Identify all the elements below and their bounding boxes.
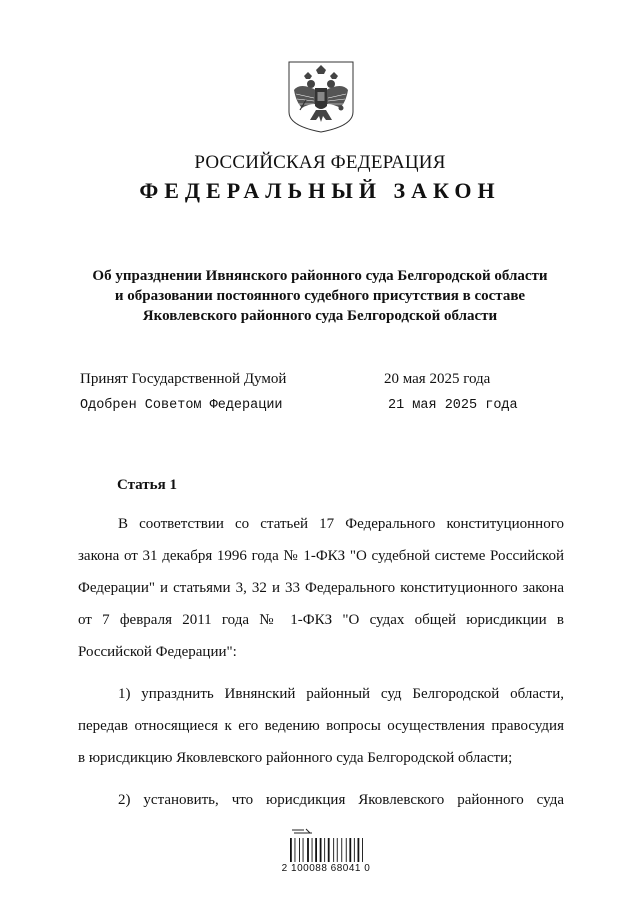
paragraph-line: 2) установить, что юрисдикция Яковлевского районного суда bbox=[118, 792, 564, 808]
barcode-bar bbox=[337, 838, 338, 862]
barcode-bar bbox=[349, 838, 351, 862]
law-title-line: и образовании постоянного судебного присутствия в составе bbox=[114, 288, 526, 304]
barcode-bar bbox=[295, 838, 296, 862]
barcode-bar bbox=[333, 838, 334, 862]
barcode-bar bbox=[362, 838, 363, 862]
country-heading: РОССИЙСКАЯ ФЕДЕРАЦИЯ bbox=[194, 152, 446, 173]
duma-adoption-date: 20 мая 2025 года bbox=[384, 371, 491, 387]
barcode-bar bbox=[358, 838, 360, 862]
barcode-bar bbox=[354, 838, 355, 862]
article-clause-1 bbox=[78, 678, 564, 774]
article-clause-2 bbox=[78, 784, 564, 816]
duma-adoption-label: Принят Государственной Думой bbox=[80, 371, 287, 387]
article-heading: Статья 1 bbox=[117, 477, 177, 493]
paragraph-line: В соответствии со статьей 17 Федерального конституционного bbox=[118, 516, 564, 532]
law-title-line: Об упразднении Ивнянского районного суда Белгородской области bbox=[92, 268, 548, 284]
paragraph-line: Российской Федерации": bbox=[78, 644, 237, 660]
barcode-bar bbox=[307, 838, 309, 862]
paragraph-line: от 7 февраля 2011 года № 1-ФКЗ "О судах общей юрисдикции в bbox=[78, 612, 564, 628]
article-paragraph bbox=[78, 508, 564, 668]
paragraph-line: в юрисдикцию Яковлевского районного суда Белгородской области; bbox=[78, 750, 513, 766]
barcode-bar bbox=[312, 838, 313, 862]
barcode-bar bbox=[324, 838, 325, 862]
council-approval-label: Одобрен Советом Федерации bbox=[80, 398, 283, 413]
law-title bbox=[60, 266, 580, 326]
paragraph-line: 1) упразднить Ивнянский районный суд Белгородской области, bbox=[118, 686, 564, 702]
barcode-bar bbox=[315, 838, 317, 862]
paragraph-line: передав относящиеся к его ведению вопросы осуществления правосудия bbox=[78, 718, 564, 734]
barcode-bar bbox=[303, 838, 304, 862]
barcode-bar bbox=[341, 838, 342, 862]
russian-coat-of-arms-icon bbox=[286, 60, 356, 134]
barcode-bar bbox=[328, 838, 330, 862]
barcode-stamp-mark bbox=[292, 829, 312, 833]
paragraph-line: закона от 31 декабря 1996 года № 1-ФКЗ "О судебной системе Российской bbox=[78, 548, 564, 564]
barcode-bar bbox=[299, 838, 300, 862]
law-title-line: Яковлевского районного суда Белгородской области bbox=[142, 308, 498, 324]
barcode-bar bbox=[290, 838, 292, 862]
barcode-number: 2 100088 68041 0 bbox=[281, 863, 371, 874]
document-type-heading: ФЕДЕРАЛЬНЫЙ ЗАКОН bbox=[139, 178, 501, 203]
council-approval-date: 21 мая 2025 года bbox=[388, 398, 518, 413]
barcode-bar bbox=[346, 838, 347, 862]
barcode-bar bbox=[320, 838, 322, 862]
paragraph-line: Федерации" и статьями 3, 32 и 33 Федерального конституционного закона bbox=[78, 580, 564, 596]
